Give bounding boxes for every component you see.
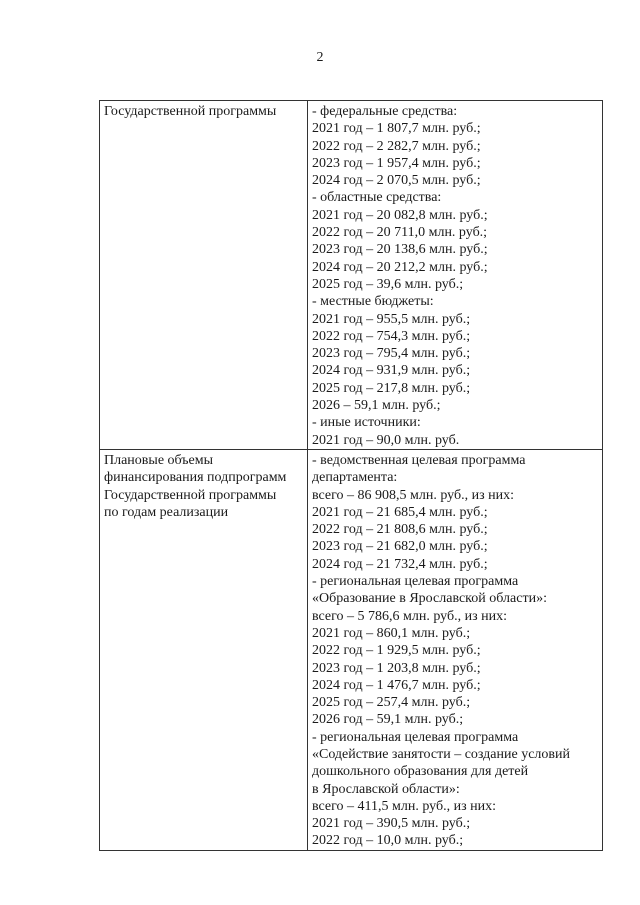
value-line: 2025 год – 217,8 млн. руб.;	[312, 380, 471, 396]
row-label-line: Плановые объемы	[104, 452, 214, 468]
row-label-line: Государственной программы	[104, 104, 277, 119]
value-line: «Образование в Ярославской области»:	[312, 591, 547, 607]
value-line: 2024 год – 2 070,5 млн. руб.;	[312, 173, 481, 189]
value-line: 2023 год – 21 682,0 млн. руб.;	[312, 539, 488, 555]
value-line: 2024 год – 21 732,4 млн. руб.;	[312, 556, 488, 572]
value-line: 2024 год – 20 212,2 млн. руб.;	[312, 259, 488, 275]
value-line: 2022 год – 20 711,0 млн. руб.;	[312, 225, 488, 241]
table-row	[100, 449, 603, 850]
financing-table	[99, 100, 603, 851]
value-line: 2023 год – 20 138,6 млн. руб.;	[312, 242, 488, 258]
value-line: дошкольного образования для детей	[312, 764, 529, 780]
value-line: - областные средства:	[312, 190, 442, 206]
value-line: «Содействие занятости – создание условий	[312, 746, 571, 762]
value-line: 2021 год – 390,5 млн. руб.;	[312, 816, 471, 832]
value-line: 2021 год – 1 807,7 млн. руб.;	[312, 121, 481, 137]
value-line: 2022 год – 10,0 млн. руб.;	[312, 833, 464, 849]
value-line: 2021 год – 21 685,4 млн. руб.;	[312, 504, 488, 520]
value-line: департамента:	[312, 470, 398, 486]
value-line: - местные бюджеты:	[312, 294, 434, 310]
value-line: 2024 год – 931,9 млн. руб.;	[312, 363, 471, 379]
row-value-cell	[308, 449, 603, 850]
value-line: 2023 год – 1 203,8 млн. руб.;	[312, 660, 481, 676]
value-line: 2021 год – 860,1 млн. руб.;	[312, 625, 471, 641]
value-line: 2022 год – 754,3 млн. руб.;	[312, 328, 471, 344]
value-line: - региональная целевая программа	[312, 574, 519, 590]
value-line: 2025 год – 257,4 млн. руб.;	[312, 695, 471, 711]
row-label-cell	[100, 449, 308, 850]
page-number: 2	[316, 50, 324, 65]
value-line: - региональная целевая программа	[312, 729, 519, 745]
value-line: всего – 86 908,5 млн. руб., из них:	[312, 487, 515, 503]
value-line: - иные источники:	[312, 415, 421, 431]
value-line: - федеральные средства:	[312, 104, 458, 119]
row-label-line: финансирования подпрограмм	[104, 470, 287, 486]
value-line: 2026 год – 59,1 млн. руб.;	[312, 712, 464, 728]
value-line: всего – 411,5 млн. руб., из них:	[312, 798, 496, 814]
row-label-line: Государственной программы	[104, 487, 277, 503]
value-line: 2026 – 59,1 млн. руб.;	[312, 398, 441, 414]
row-label-cell	[100, 101, 308, 450]
value-line: 2021 год – 955,5 млн. руб.;	[312, 311, 471, 327]
value-line: 2021 год – 90,0 млн. руб.	[312, 432, 460, 448]
value-line: в Ярославской области»:	[312, 781, 460, 797]
row-value-cell	[308, 101, 603, 450]
value-line: - ведомственная целевая программа	[312, 452, 526, 468]
value-line: 2022 год – 21 808,6 млн. руб.;	[312, 522, 488, 538]
value-line: 2023 год – 795,4 млн. руб.;	[312, 346, 471, 362]
table-row	[100, 101, 603, 450]
value-line: всего – 5 786,6 млн. руб., из них:	[312, 608, 508, 624]
value-line: 2023 год – 1 957,4 млн. руб.;	[312, 155, 481, 171]
value-line: 2022 год – 1 929,5 млн. руб.;	[312, 643, 481, 659]
row-label-line: по годам реализации	[104, 504, 229, 520]
value-line: 2021 год – 20 082,8 млн. руб.;	[312, 207, 488, 223]
value-line: 2022 год – 2 282,7 млн. руб.;	[312, 138, 481, 154]
value-line: 2025 год – 39,6 млн. руб.;	[312, 276, 464, 292]
value-line: 2024 год – 1 476,7 млн. руб.;	[312, 677, 481, 693]
